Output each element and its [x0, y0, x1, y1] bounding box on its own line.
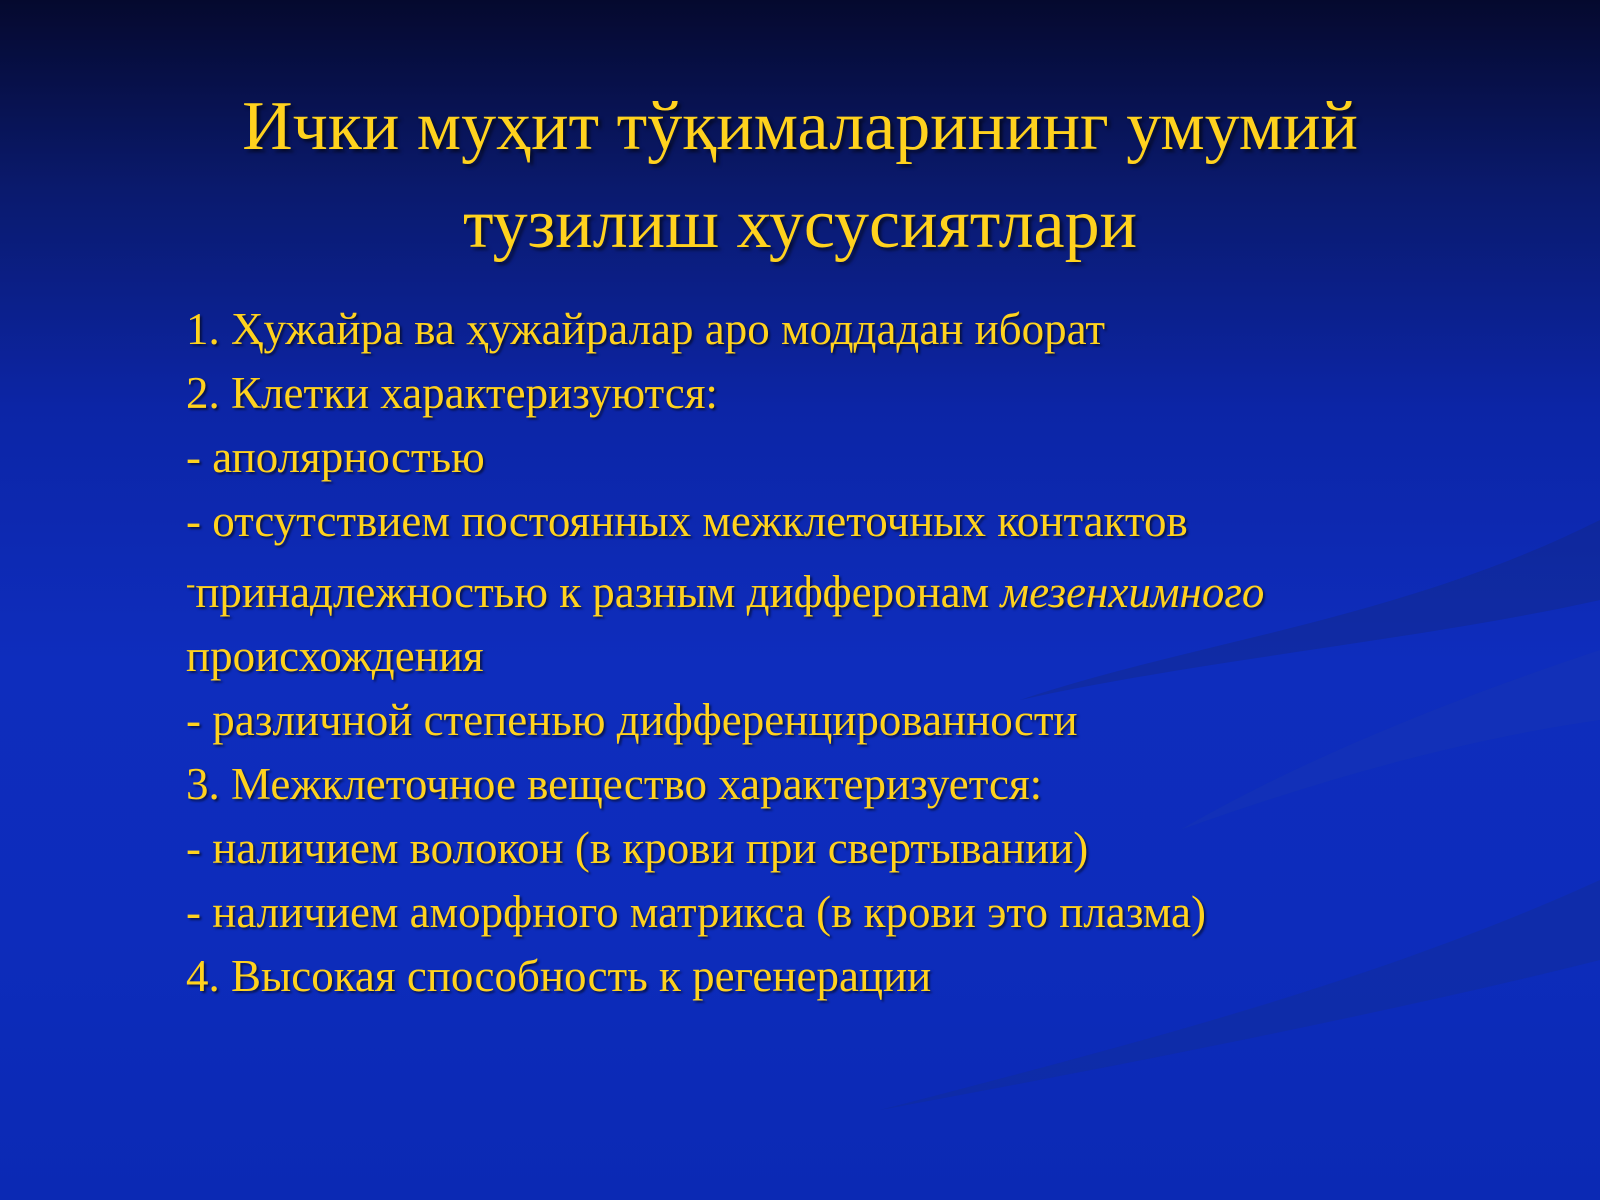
list-item-7: 3. Межклеточное вещество характеризуется: — [186, 759, 1043, 809]
slide-content — [186, 297, 1506, 1008]
list-item-5-continuation: происхождения — [186, 631, 484, 681]
list-item-8: - наличием волокон (в крови при свертывании) — [186, 823, 1089, 873]
list-item-5-italic: мезенхимного — [1000, 567, 1265, 617]
list-item-6: - различной степенью дифференцированности — [186, 695, 1078, 745]
list-item-9: - наличием аморфного матрикса (в крови это плазма) — [186, 887, 1207, 937]
slide-title-line-1: Ички муҳит тўқималарининг умумий — [242, 88, 1358, 165]
list-item-1: 1. Ҳужайра ва ҳужайралар аро моддадан иборат — [186, 304, 1106, 354]
list-item-3: - аполярностью — [186, 432, 485, 482]
slide-title-line-2: тузилиш хусусиятлари — [462, 186, 1138, 263]
slide-title — [100, 78, 1500, 274]
list-item-4: - отсутствием постоянных межклеточных контактов — [186, 496, 1188, 546]
list-item-5-text: принадлежностью к разным дифферонам — [195, 567, 1001, 617]
list-item-2: 2. Клетки характеризуются: — [186, 368, 718, 418]
list-item-10: 4. Высокая способность к регенерации — [186, 951, 932, 1001]
list-item-5-dash: - — [186, 569, 196, 600]
list-item-5 — [186, 553, 1506, 624]
